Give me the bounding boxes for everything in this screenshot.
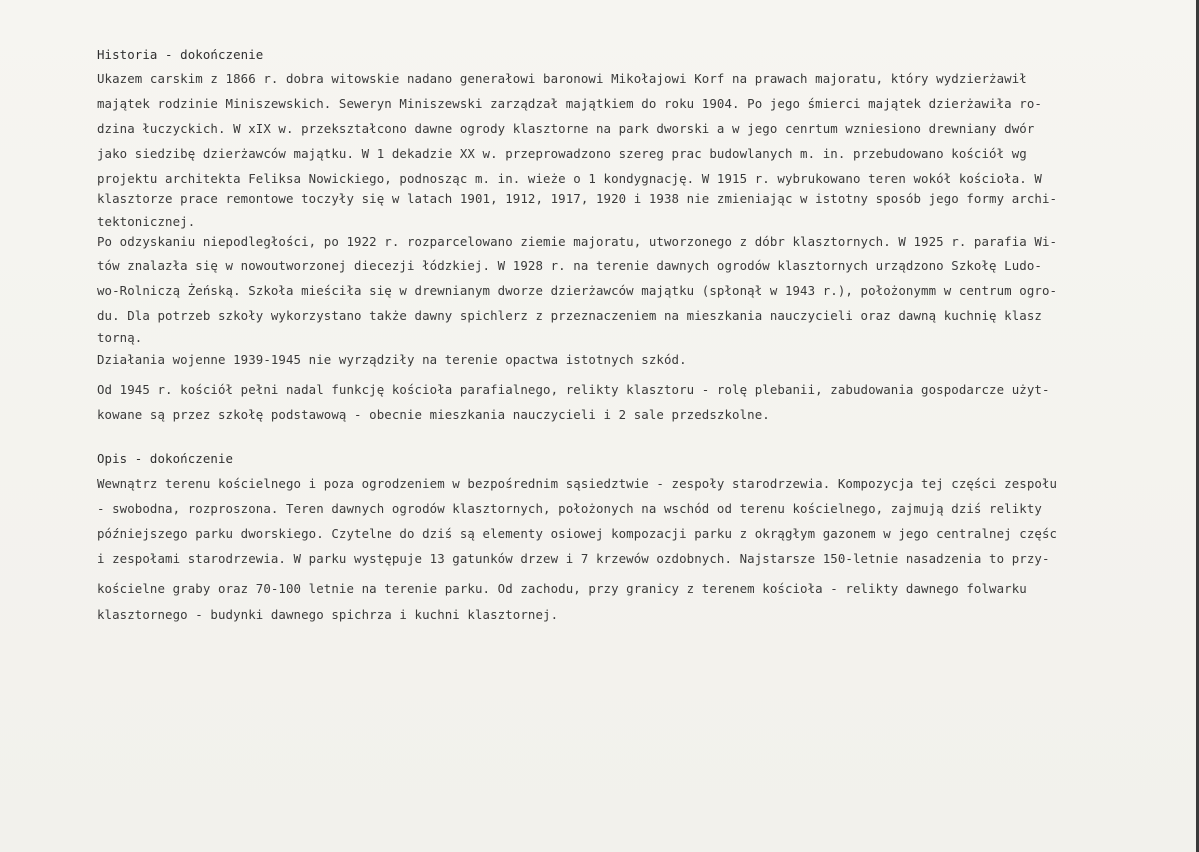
paragraph-line: kowane są przez szkołę podstawową - obecnie mieszkania nauczycieli i 2 sale przedszkolne. [97, 407, 770, 422]
paragraph-line: Wewnątrz terenu kościelnego i poza ogrodzeniem w bezpośrednim sąsiedztwie - zespoły starodrzewia. Kompozycja tej części zespołu [97, 476, 1058, 491]
paragraph-line: jako siedzibę dzierżawców majątku. W 1 dekadzie XX w. przeprowadzono szereg prac budowlanych m. in. przebudowano kościół wg [97, 146, 1027, 161]
paragraph-line: du. Dla potrzeb szkoły wykorzystano także dawny spichlerz z przeznaczeniem na mieszkania nauczycieli oraz dawną kuchnię klasz [97, 308, 1042, 323]
paragraph-line: tów znalazła się w nowoutworzonej diecezji łódzkiej. W 1928 r. na terenie dawnych ogrodów klasztornych urządzono Szkołę Ludo- [97, 258, 1042, 273]
paragraph-line: dzina łuczyckich. W xIX w. przekształcono dawne ogrody klasztorne na park dworski a w jego cenrtum wzniesiono drewniany dwór [97, 121, 1035, 136]
paragraph-line: projektu architekta Feliksa Nowickiego, podnosząc m. in. wieże o 1 kondygnację. W 1915 r. wybrukowano teren wokół kościoła. W [97, 171, 1042, 186]
paragraph-line: klasztorze prace remontowe toczyły się w latach 1901, 1912, 1917, 1920 i 1938 nie zmieniając w istotny sposób jego formy archi- [97, 191, 1058, 206]
paragraph-line: Po odzyskaniu niepodległości, po 1922 r. rozparcelowano ziemie majoratu, utworzonego z dóbr klasztornych. W 1925 r. parafia Wi- [97, 234, 1058, 249]
paragraph-line: i zespołami starodrzewia. W parku występuje 13 gatunków drzew i 7 krzewów ozdobnych. Najstarsze 150-letnie nasadzenia to przy- [97, 551, 1050, 566]
paragraph-line: Działania wojenne 1939-1945 nie wyrządziły na terenie opactwa istotnych szkód. [97, 352, 687, 367]
paragraph-line: Ukazem carskim z 1866 r. dobra witowskie nadano generałowi baronowi Mikołajowi Korf na prawach majoratu, który wydzierżawił [97, 71, 1027, 86]
paragraph-line: - swobodna, rozproszona. Teren dawnych ogrodów klasztornych, położonych na wschód od terenu kościelnego, zajmują dziś relikty [97, 501, 1042, 516]
paragraph-line: klasztornego - budynki dawnego spichrza i kuchni klasztornej. [97, 607, 559, 622]
section-heading-historia: Historia - dokończenie [97, 47, 264, 62]
section-heading-opis: Opis - dokończenie [97, 451, 234, 466]
paragraph-line: późniejszego parku dworskiego. Czytelne do dziś są elementy osiowej kompozacji parku z okrągłym gazonem w jego centralnej częśc [97, 526, 1058, 541]
paragraph-line: wo-Rolniczą Żeńską. Szkoła mieściła się w drewnianym dworze dzierżawców majątku (spłonął w 1943 r.), położonymm w centrum ogro- [97, 283, 1058, 298]
paragraph-line: torną. [97, 330, 143, 345]
paragraph-line: Od 1945 r. kościół pełni nadal funkcję kościoła parafialnego, relikty klasztoru - rolę plebanii, zabudowania gospodarcze użyt- [97, 382, 1050, 397]
paragraph-line: majątek rodzinie Miniszewskich. Seweryn Miniszewski zarządzał majątkiem do roku 1904. Po jego śmierci majątek dzierżawiła ro- [97, 96, 1042, 111]
paragraph-line: tektonicznej. [97, 214, 196, 229]
paragraph-line: kościelne graby oraz 70-100 letnie na terenie parku. Od zachodu, przy granicy z terenem kościoła - relikty dawnego folwarku [97, 581, 1027, 596]
